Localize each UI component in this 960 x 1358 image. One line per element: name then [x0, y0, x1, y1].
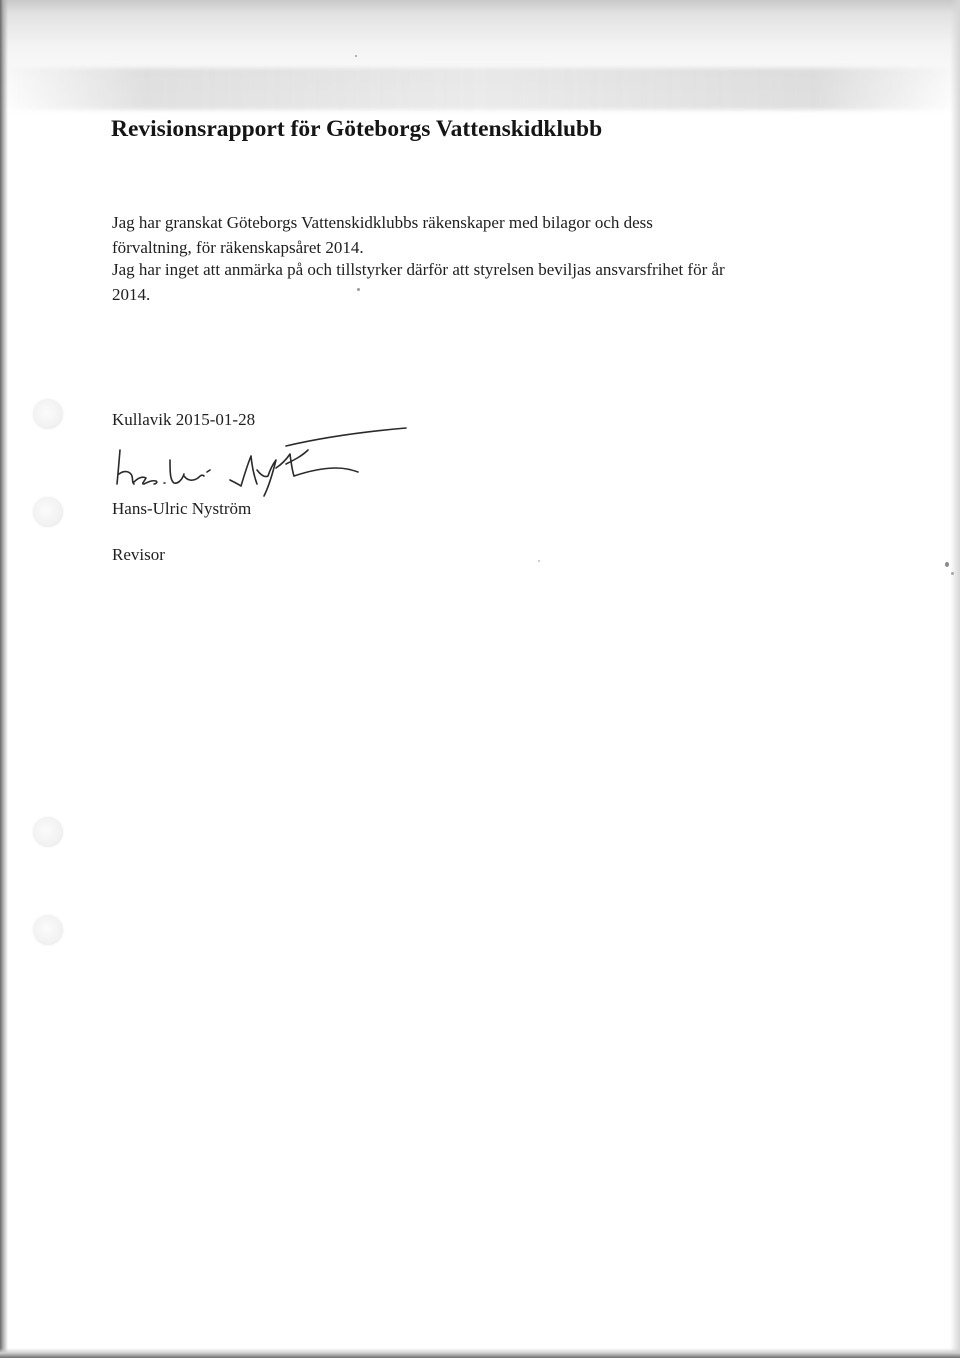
- signer-role: Revisor: [112, 545, 165, 564]
- document-title: Revisionsrapport för Göteborgs Vattenskidklubb: [111, 116, 603, 142]
- scan-speck: [945, 562, 949, 567]
- scan-speck: [355, 55, 357, 57]
- paragraph-discharge-line-1: Jag har inget att anmärka på och tillstyrker därför att styrelsen beviljas ansvarsfrihet för år: [112, 260, 725, 279]
- scan-speck: [951, 572, 954, 575]
- punch-hole-2: [33, 497, 63, 527]
- punch-hole-4: [33, 915, 63, 945]
- handwritten-signature: [110, 420, 420, 500]
- paragraph-review-line-2: förvaltning, för räkenskapsåret 2014.: [112, 237, 364, 257]
- paragraph-review-line-1: Jag har granskat Göteborgs Vattenskidklubbs räkenskaper med bilagor och dess: [112, 213, 653, 232]
- paragraph-discharge: [112, 258, 725, 307]
- scan-shadow-band: [0, 68, 960, 110]
- place-and-date: Kullavik 2015-01-28: [112, 410, 256, 429]
- paragraph-discharge-line-2: 2014.: [112, 284, 151, 304]
- scan-shadow-bottom: [0, 1348, 960, 1358]
- signer-name: Hans-Ulric Nyström: [112, 499, 252, 518]
- scan-shadow-left: [0, 0, 8, 1358]
- punch-hole-1: [33, 399, 63, 429]
- scan-speck: [538, 560, 540, 562]
- scan-shadow-right: [950, 0, 960, 1358]
- paragraph-review: [112, 211, 653, 260]
- punch-hole-3: [33, 817, 63, 847]
